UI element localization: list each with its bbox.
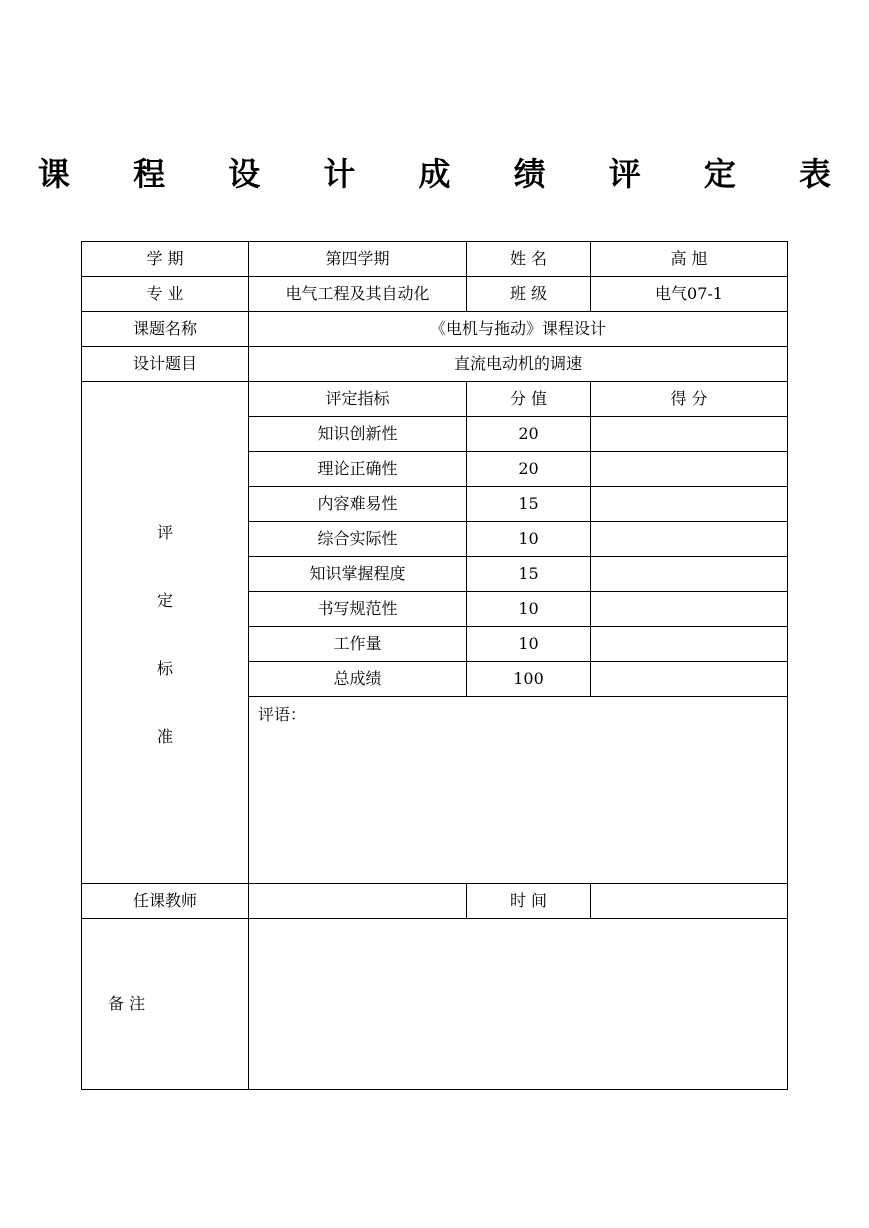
criteria-value: 15 bbox=[467, 557, 591, 592]
criteria-name: 总成绩 bbox=[249, 662, 467, 697]
criteria-name: 综合实际性 bbox=[249, 522, 467, 557]
criteria-header-value: 分 值 bbox=[467, 382, 591, 417]
comment-label: 评语： bbox=[258, 705, 307, 724]
criteria-value: 10 bbox=[467, 592, 591, 627]
time-label: 时 间 bbox=[467, 884, 591, 919]
criteria-value: 20 bbox=[467, 452, 591, 487]
semester-value: 第四学期 bbox=[249, 242, 467, 277]
criteria-value: 10 bbox=[467, 522, 591, 557]
criteria-score bbox=[591, 627, 788, 662]
remark-value bbox=[249, 919, 788, 1090]
major-value: 电气工程及其自动化 bbox=[249, 277, 467, 312]
major-row bbox=[82, 277, 788, 312]
criteria-score bbox=[591, 452, 788, 487]
criteria-name: 理论正确性 bbox=[249, 452, 467, 487]
criteria-score bbox=[591, 662, 788, 697]
criteria-score bbox=[591, 592, 788, 627]
criteria-header-score: 得 分 bbox=[591, 382, 788, 417]
class-value: 电气07-1 bbox=[591, 277, 788, 312]
topic-row bbox=[82, 312, 788, 347]
semester-row bbox=[82, 242, 788, 277]
criteria-header-row bbox=[82, 382, 788, 417]
teacher-label: 任课教师 bbox=[82, 884, 249, 919]
criteria-header-indicator: 评定指标 bbox=[249, 382, 467, 417]
criteria-score bbox=[591, 557, 788, 592]
criteria-value: 100 bbox=[467, 662, 591, 697]
time-value bbox=[591, 884, 788, 919]
criteria-value: 20 bbox=[467, 417, 591, 452]
criteria-score bbox=[591, 417, 788, 452]
criteria-score bbox=[591, 487, 788, 522]
design-row bbox=[82, 347, 788, 382]
criteria-name: 书写规范性 bbox=[249, 592, 467, 627]
design-label: 设计题目 bbox=[82, 347, 249, 382]
design-value: 直流电动机的调速 bbox=[249, 347, 788, 382]
criteria-name: 工作量 bbox=[249, 627, 467, 662]
teacher-row bbox=[82, 884, 788, 919]
criteria-name: 知识掌握程度 bbox=[249, 557, 467, 592]
major-label: 专 业 bbox=[82, 277, 249, 312]
grade-form-table bbox=[81, 241, 788, 1090]
class-label: 班 级 bbox=[467, 277, 591, 312]
remark-row bbox=[82, 919, 788, 1090]
remark-label: 备 注 bbox=[82, 919, 249, 1090]
criteria-name: 内容难易性 bbox=[249, 487, 467, 522]
semester-label: 学 期 bbox=[82, 242, 249, 277]
criteria-section-label: 评 定 标 准 bbox=[82, 382, 249, 884]
name-label: 姓 名 bbox=[467, 242, 591, 277]
criteria-name: 知识创新性 bbox=[249, 417, 467, 452]
criteria-value: 10 bbox=[467, 627, 591, 662]
topic-value: 《电机与拖动》课程设计 bbox=[249, 312, 788, 347]
criteria-score bbox=[591, 522, 788, 557]
criteria-value: 15 bbox=[467, 487, 591, 522]
comment-field bbox=[249, 697, 788, 884]
topic-label: 课题名称 bbox=[82, 312, 249, 347]
teacher-value bbox=[249, 884, 467, 919]
page-title: 课 程 设 计 成 绩 评 定 表 bbox=[37, 155, 858, 193]
name-value: 高 旭 bbox=[591, 242, 788, 277]
